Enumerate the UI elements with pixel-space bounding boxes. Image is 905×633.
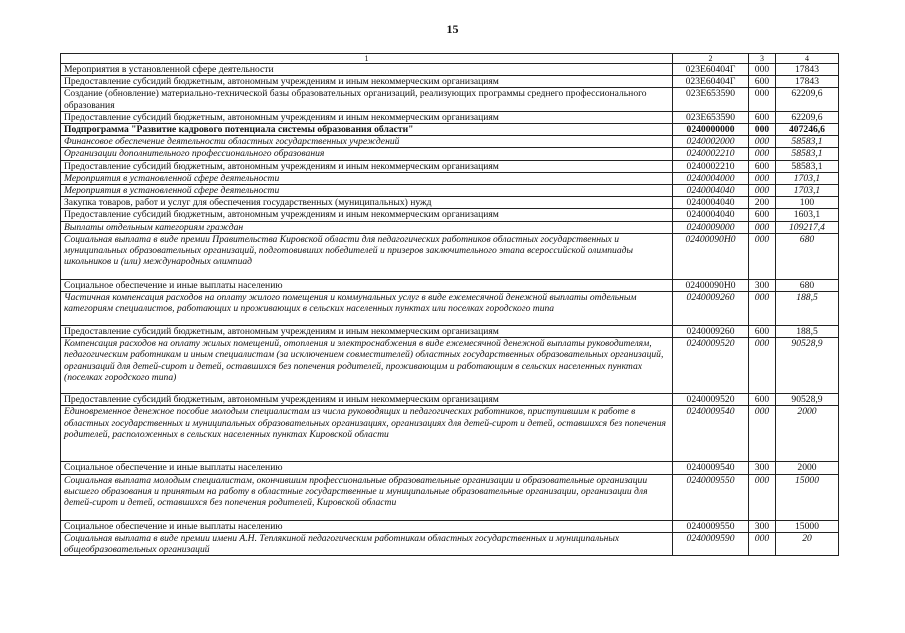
row-type-cell: 000 [749,124,776,136]
row-sum-cell: 15000 [776,474,839,520]
row-sum-cell: 90528,9 [776,338,839,394]
row-type-cell: 000 [749,406,776,462]
row-code-cell: 0240000000 [673,124,749,136]
row-code-cell: 0240009550 [673,520,749,532]
table-row [61,185,839,197]
row-code-cell: 0240009260 [673,326,749,338]
row-sum-cell: 62209,6 [776,88,839,111]
row-code-cell: 023Е653590 [673,111,749,123]
row-sum-cell: 188,5 [776,292,839,326]
row-type-cell: 000 [749,64,776,76]
row-name-cell: Предоставление субсидий бюджетным, автономным учреждениям и иным некоммерческим организациям [61,76,673,88]
table-row [61,88,839,111]
row-name-cell: Организации дополнительного профессионального образования [61,148,673,160]
table-row [61,148,839,160]
table-row [61,406,839,462]
table-row [61,221,839,233]
row-sum-cell: 62209,6 [776,111,839,123]
row-code-cell: 0240004040 [673,209,749,221]
row-sum-cell: 58583,1 [776,160,839,172]
row-name-cell: Подпрограмма "Развитие кадрового потенциала системы образования области" [61,124,673,136]
row-type-cell: 300 [749,462,776,474]
row-name-cell: Социальное обеспечение и иные выплаты населению [61,462,673,474]
row-type-cell: 300 [749,279,776,291]
table-row [61,76,839,88]
table-row [61,474,839,520]
row-name-cell: Мероприятия в установленной сфере деятельности [61,185,673,197]
row-type-cell: 000 [749,474,776,520]
row-name-cell: Социальная выплата в виде премии имени А.Н. Теплякиной педагогическим работникам областных государственных и муниципальных общеобразовательных организаций [61,532,673,555]
row-sum-cell: 15000 [776,520,839,532]
row-type-cell: 000 [749,338,776,394]
row-type-cell: 600 [749,76,776,88]
table-row [61,172,839,184]
row-name-cell: Предоставление субсидий бюджетным, автономным учреждениям и иным некоммерческим организациям [61,394,673,406]
table-row [61,394,839,406]
table-row [61,233,839,279]
row-name-cell: Предоставление субсидий бюджетным, автономным учреждениям и иным некоммерческим организациям [61,326,673,338]
row-code-cell: 023Е653590 [673,88,749,111]
budget-table-body [61,54,839,556]
row-code-cell: 0240004000 [673,172,749,184]
row-name-cell: Социальная выплата молодым специалистам, окончившим профессиональные образовательные организации и образовательные организации высшего образования и принятым на работу в областные государственные и муниципальные образовательные организации, организации для детей-сирот и детей, оставшихся без попечения родителей, Кировской области [61,474,673,520]
row-code-cell: 0240009260 [673,292,749,326]
row-type-cell: 000 [749,172,776,184]
header-col-sum: 4 [776,54,839,64]
table-row [61,111,839,123]
row-type-cell: 000 [749,292,776,326]
row-sum-cell: 1703,1 [776,172,839,184]
table-row [61,462,839,474]
row-code-cell: 023Е60404Г [673,76,749,88]
row-name-cell: Финансовое обеспечение деятельности областных государственных учреждений [61,136,673,148]
row-name-cell: Создание (обновление) материально-технической базы образовательных организаций, реализующих программы среднего профессионального образования [61,88,673,111]
row-name-cell: Социальное обеспечение и иные выплаты населению [61,520,673,532]
row-type-cell: 000 [749,148,776,160]
row-sum-cell: 680 [776,279,839,291]
row-name-cell: Социальное обеспечение и иные выплаты населению [61,279,673,291]
row-sum-cell: 2000 [776,406,839,462]
row-sum-cell: 17843 [776,64,839,76]
row-sum-cell: 20 [776,532,839,555]
row-sum-cell: 407246,6 [776,124,839,136]
table-row [61,64,839,76]
row-type-cell: 300 [749,520,776,532]
row-code-cell: 023Е60404Г [673,64,749,76]
row-type-cell: 600 [749,326,776,338]
row-name-cell: Единовременное денежное пособие молодым специалистам из числа руководящих и педагогических работников, приступившим к работе в областных государственных и муниципальных образовательных организациях, организациях для детей-сирот и детей, оставшихся без попечения родителей, расположенных в сельских населенных пунктах Кировской области [61,406,673,462]
row-name-cell: Предоставление субсидий бюджетным, автономным учреждениям и иным некоммерческим организациям [61,111,673,123]
row-name-cell: Компенсация расходов на оплату жилых помещений, отопления и электроснабжения в виде ежемесячной денежной выплаты руководителям, педагогическим работникам и иным специалистам (за исключением совместителей) областных государственных образовательных организаций, организаций для детей-сирот и детей, оставшихся без попечения родителей, проживающим и работающим в сельских населенных пунктах (поселках городского типа) [61,338,673,394]
row-type-cell: 000 [749,233,776,279]
row-code-cell: 0240009000 [673,221,749,233]
row-type-cell: 600 [749,394,776,406]
row-name-cell: Частичная компенсация расходов на оплату жилого помещения и коммунальных услуг в виде ежемесячной денежной выплаты отдельным категориям специалистов, работающих и проживающих в сельских населенных пунктах или поселках городского типа [61,292,673,326]
row-name-cell: Мероприятия в установленной сфере деятельности [61,172,673,184]
row-sum-cell: 109217,4 [776,221,839,233]
row-code-cell: 0240002210 [673,148,749,160]
row-code-cell: 0240009540 [673,462,749,474]
row-name-cell: Предоставление субсидий бюджетным, автономным учреждениям и иным некоммерческим организациям [61,160,673,172]
budget-table [60,53,839,556]
row-type-cell: 000 [749,185,776,197]
table-row [61,338,839,394]
row-name-cell: Предоставление субсидий бюджетным, автономным учреждениям и иным некоммерческим организациям [61,209,673,221]
row-sum-cell: 1703,1 [776,185,839,197]
row-code-cell: 02400090Н0 [673,233,749,279]
row-type-cell: 000 [749,532,776,555]
row-code-cell: 02400090Н0 [673,279,749,291]
row-type-cell: 000 [749,88,776,111]
row-sum-cell: 188,5 [776,326,839,338]
table-row [61,292,839,326]
row-sum-cell: 1603,1 [776,209,839,221]
row-sum-cell: 100 [776,197,839,209]
table-header-row [61,54,839,64]
page-number: 15 [446,22,459,36]
table-row [61,136,839,148]
row-name-cell: Мероприятия в установленной сфере деятельности [61,64,673,76]
table-row [61,279,839,291]
table-row [61,326,839,338]
table-row [61,124,839,136]
row-code-cell: 0240009520 [673,338,749,394]
header-col-code: 2 [673,54,749,64]
row-code-cell: 0240002210 [673,160,749,172]
row-type-cell: 600 [749,209,776,221]
row-type-cell: 600 [749,160,776,172]
row-name-cell: Выплаты отдельным категориям граждан [61,221,673,233]
row-code-cell: 0240004040 [673,185,749,197]
row-sum-cell: 17843 [776,76,839,88]
row-code-cell: 0240002000 [673,136,749,148]
row-sum-cell: 2000 [776,462,839,474]
row-code-cell: 0240004040 [673,197,749,209]
row-code-cell: 0240009520 [673,394,749,406]
row-type-cell: 200 [749,197,776,209]
row-sum-cell: 58583,1 [776,148,839,160]
row-type-cell: 000 [749,221,776,233]
table-row [61,209,839,221]
row-type-cell: 000 [749,136,776,148]
row-code-cell: 0240009590 [673,532,749,555]
table-row [61,532,839,555]
row-name-cell: Социальная выплата в виде премии Правительства Кировской области для педагогических работников областных государственных и муниципальных образовательных организаций, подготовивших победителей и призеров заключительного этапа всероссийской олимпиады школьников и (или) международных олимпиад [61,233,673,279]
row-type-cell: 600 [749,111,776,123]
table-row [61,197,839,209]
row-code-cell: 0240009540 [673,406,749,462]
table-row [61,160,839,172]
header-col-name: 1 [61,54,673,64]
row-sum-cell: 90528,9 [776,394,839,406]
row-name-cell: Закупка товаров, работ и услуг для обеспечения государственных (муниципальных) нужд [61,197,673,209]
row-sum-cell: 680 [776,233,839,279]
header-col-type: 3 [749,54,776,64]
table-row [61,520,839,532]
row-sum-cell: 58583,1 [776,136,839,148]
row-code-cell: 0240009550 [673,474,749,520]
